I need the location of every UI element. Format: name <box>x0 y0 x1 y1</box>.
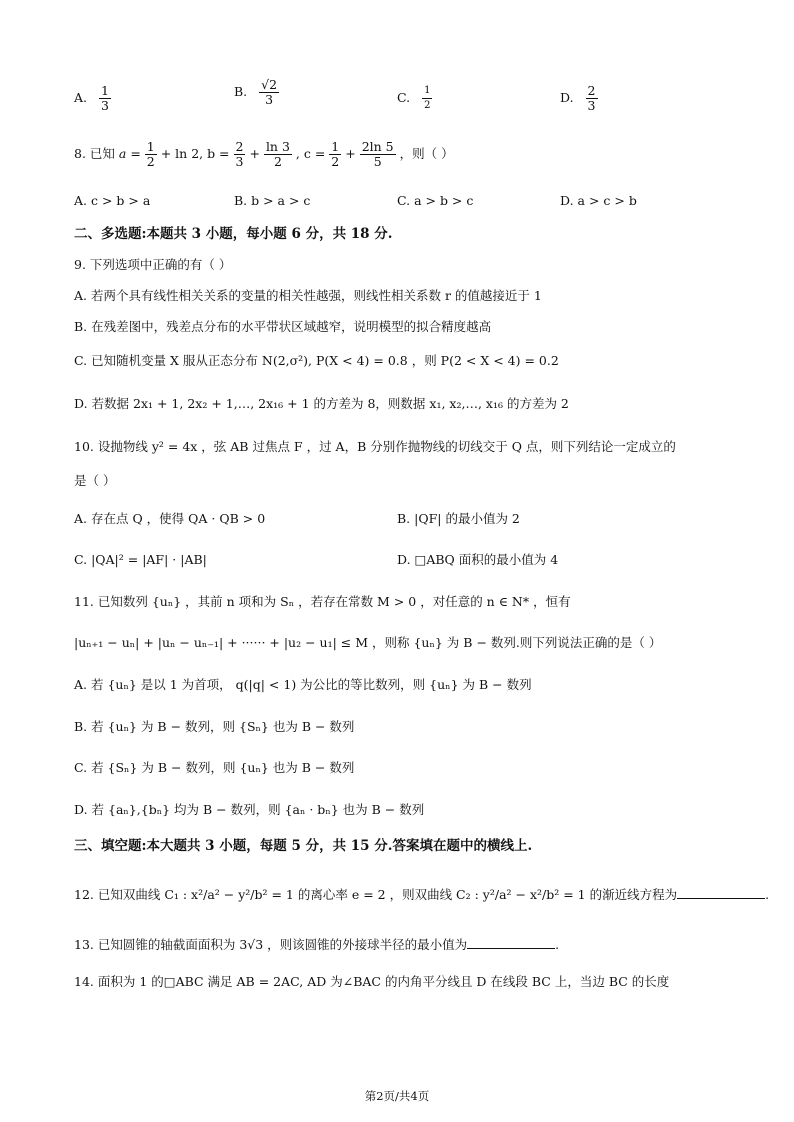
q8-option-c: C. a > b > c <box>397 193 474 208</box>
q8-option-a: A. c > b > a <box>74 193 151 208</box>
q8-expr: + <box>249 146 260 161</box>
q9-option-b: B. 在残差图中，残差点分布的水平带状区域越窄，说明模型的拟合精度越高 <box>74 319 492 334</box>
numerator: 2ln 5 <box>361 139 394 154</box>
q11-stem-line1: 11. 已知数列 {uₙ} ，其前 n 项和为 Sₙ ，若存在常数 M > 0 ，对任意的 n ∈ N* ，恒有 <box>74 594 571 609</box>
q11-option-c: C. 若 {Sₙ} 为 B − 数列，则 {uₙ} 也为 B − 数列 <box>74 760 355 775</box>
q10-stem-line1: 10. 设抛物线 y² = 4x ，弦 AB 过焦点 F ，过 A，B 分别作抛物线的切线交于 Q 点，则下列结论一定成立的 <box>74 439 676 454</box>
q11-option-a: A. 若 {uₙ} 是以 1 为首项， q(|q| < 1) 为公比的等比数列，则 {uₙ} 为 B − 数列 <box>74 677 532 692</box>
q12-end: . <box>765 887 770 902</box>
q7-option-a <box>74 84 111 113</box>
denominator: 3 <box>235 154 244 169</box>
q12-text: 12. 已知双曲线 C₁ : x²/a² − y²/b² = 1 的离心率 e = 2 ，则双曲线 C₂ : y²/a² − x²/b² = 1 的渐近线方程为 <box>74 887 678 902</box>
fraction <box>360 140 396 169</box>
denominator: 3 <box>101 98 109 113</box>
q8-option-b: B. b > a > c <box>234 193 311 208</box>
fraction <box>264 140 292 169</box>
fraction <box>329 140 341 169</box>
q8-stem <box>74 140 734 169</box>
denominator: 5 <box>373 154 382 169</box>
denominator: 2 <box>146 154 155 169</box>
q8-prefix: 8. 已知 <box>74 146 115 161</box>
q8-expr: + ln 2, b = <box>160 146 230 161</box>
q10-option-b: B. |QF| 的最小值为 2 <box>397 511 520 526</box>
q9-option-a: A. 若两个具有线性相关关系的变量的相关性越强，则线性相关系数 r 的值越接近于 1 <box>74 288 542 303</box>
section-heading-3: 三、填空题:本大题共 3 小题，每题 5 分，共 15 分.答案填在题中的横线上. <box>74 838 533 854</box>
q12-stem <box>74 884 770 905</box>
denominator: 2 <box>331 154 340 169</box>
section-heading-2: 二、多选题:本题共 3 小题，每小题 6 分，共 18 分. <box>74 226 393 242</box>
fraction <box>259 78 279 107</box>
q13-stem <box>74 934 734 955</box>
q13-text: 13. 已知圆锥的轴截面面积为 3√3 ，则该圆锥的外接球半径的最小值为 <box>74 937 468 952</box>
q7-option-d <box>560 84 598 113</box>
denominator: 2 <box>273 154 282 169</box>
fraction <box>586 84 598 113</box>
q8-option-d: D. a > c > b <box>560 193 637 208</box>
page-footer: 第2页/共4页 <box>364 1089 430 1103</box>
fraction <box>234 140 246 169</box>
q9-option-c: C. 已知随机变量 X 服从正态分布 N(2,σ²), P(X < 4) = 0.8 ，则 P(2 < X < 4) = 0.2 <box>74 353 559 368</box>
q10-option-a: A. 存在点 Q ，使得 QA · QB > 0 <box>74 511 266 526</box>
numerator: 2 <box>587 83 596 98</box>
option-label: C. <box>397 90 411 105</box>
q8-expr: a = <box>118 146 141 161</box>
numerator: 1 <box>331 139 340 154</box>
q13-end: . <box>555 937 560 952</box>
q10-option-c: C. |QA|² = |AF| · |AB| <box>74 552 207 567</box>
q9-stem: 9. 下列选项中正确的有（ ） <box>74 257 232 272</box>
fraction <box>99 84 111 113</box>
q10-option-d: D. □ABQ 面积的最小值为 4 <box>397 552 559 567</box>
numerator: 1 <box>101 83 109 98</box>
option-label: D. <box>560 90 574 105</box>
numerator: 1 <box>422 84 432 99</box>
fraction <box>422 84 432 113</box>
numerator: 1 <box>146 139 155 154</box>
q8-expr: , c = <box>295 146 326 161</box>
fraction <box>145 140 157 169</box>
q14-stem: 14. 面积为 1 的□ABC 满足 AB = 2AC, AD 为∠BAC 的内角平分线且 D 在线段 BC 上，当边 BC 的长度 <box>74 974 670 989</box>
numerator: ln 3 <box>265 139 290 154</box>
numerator: √2 <box>261 77 278 92</box>
denominator: 3 <box>587 98 596 113</box>
answer-blank <box>467 934 555 949</box>
q7-option-c <box>397 84 432 113</box>
q11-option-d: D. 若 {aₙ},{bₙ} 均为 B − 数列，则 {aₙ · bₙ} 也为 B − 数列 <box>74 802 425 817</box>
answer-blank <box>677 884 765 899</box>
q8-suffix: ，则（ ） <box>399 146 454 161</box>
denominator: 2 <box>424 100 431 111</box>
q8-expr: + <box>345 146 356 161</box>
denominator: 3 <box>265 92 274 107</box>
option-label: A. <box>74 90 88 105</box>
q9-option-d: D. 若数据 2x₁ + 1, 2x₂ + 1,…, 2x₁₆ + 1 的方差为 8，则数据 x₁, x₂,…, x₁₆ 的方差为 2 <box>74 396 569 411</box>
q11-option-b: B. 若 {uₙ} 为 B − 数列，则 {Sₙ} 也为 B − 数列 <box>74 719 355 734</box>
q11-stem-line2: |uₙ₊₁ − uₙ| + |uₙ − uₙ₋₁| + ······ + |u₂ − u₁| ≤ M ，则称 {uₙ} 为 B − 数列.则下列说法正确的是（ ） <box>74 635 662 650</box>
numerator: 2 <box>235 139 244 154</box>
q7-option-b <box>234 78 279 107</box>
q10-stem-line2: 是（ ） <box>74 473 116 488</box>
option-label: B. <box>234 84 248 99</box>
